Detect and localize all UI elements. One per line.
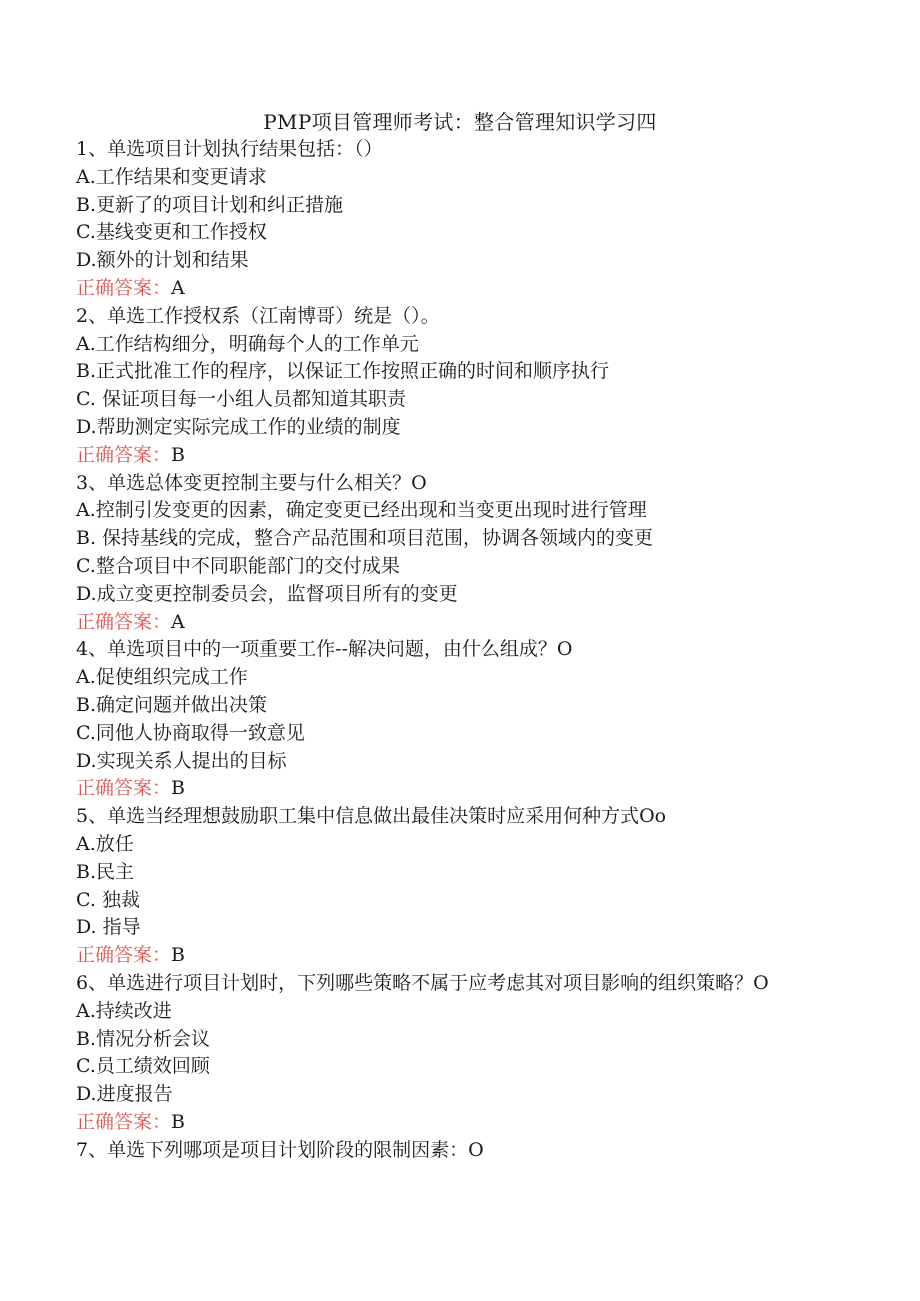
answer-option: D.进度报告 bbox=[76, 1083, 173, 1106]
correct-answer bbox=[76, 942, 816, 970]
answer-option: D. 指导 bbox=[76, 916, 141, 939]
answer-option: C. 保证项目每一小组人员都知道其职责 bbox=[76, 388, 406, 411]
answer-option: C.基线变更和工作授权 bbox=[76, 221, 267, 244]
question-stem: 7、单选下列哪项是项目计划阶段的限制因素：O bbox=[76, 1138, 484, 1161]
question-stem: 6、单选进行项目计划时，下列哪些策略不属于应考虑其对项目影响的组织策略？O bbox=[76, 971, 769, 994]
answer-option: A.工作结果和变更请求 bbox=[76, 165, 267, 188]
answer-option: C. 独裁 bbox=[76, 888, 140, 911]
answer-option: A.控制引发变更的因素，确定变更已经出现和当变更出现时进行管理 bbox=[76, 499, 647, 522]
question-stem: 4、单选项目中的一项重要工作--解决问题，由什么组成？O bbox=[76, 638, 573, 661]
answer-option: B.确定问题并做出决策 bbox=[76, 693, 268, 716]
correct-answer-value: B bbox=[171, 777, 185, 800]
question-block bbox=[76, 470, 816, 637]
answer-option: B.正式批准工作的程序，以保证工作按照正确的时间和顺序执行 bbox=[76, 360, 610, 383]
answer-option: B.更新了的项目计划和纠正措施 bbox=[76, 193, 344, 216]
question-block bbox=[76, 136, 816, 303]
answer-option: D.实现关系人提出的目标 bbox=[76, 749, 287, 772]
question-stem: 2、单选工作授权系（江南博哥）统是（）。 bbox=[76, 304, 440, 327]
correct-answer-label: 正确答案： bbox=[76, 944, 172, 967]
answer-option: D.成立变更控制委员会，监督项目所有的变更 bbox=[76, 582, 458, 605]
correct-answer bbox=[76, 775, 816, 803]
correct-answer-value: B bbox=[171, 944, 185, 967]
question-block bbox=[76, 1137, 816, 1165]
correct-answer bbox=[76, 275, 816, 303]
question-block bbox=[76, 303, 816, 470]
correct-answer-value: A bbox=[171, 276, 185, 299]
answer-option: A.促使组织完成工作 bbox=[76, 666, 248, 689]
answer-option: C.同他人协商取得一致意见 bbox=[76, 721, 305, 744]
question-list bbox=[76, 136, 816, 1164]
correct-answer-value: B bbox=[171, 443, 185, 466]
answer-option: B.民主 bbox=[76, 860, 135, 883]
document-title: PMP项目管理师考试：整合管理知识学习四 bbox=[263, 110, 657, 134]
answer-option: A.持续改进 bbox=[76, 999, 172, 1022]
correct-answer bbox=[76, 442, 816, 470]
correct-answer bbox=[76, 609, 816, 637]
correct-answer-label: 正确答案： bbox=[76, 443, 172, 466]
correct-answer-label: 正确答案： bbox=[76, 610, 172, 633]
correct-answer-label: 正确答案： bbox=[76, 1110, 172, 1133]
correct-answer-value: A bbox=[171, 610, 185, 633]
question-block bbox=[76, 636, 816, 803]
answer-option: A.放任 bbox=[76, 832, 134, 855]
question-stem: 1、单选项目计划执行结果包括：（） bbox=[76, 138, 383, 160]
question-block bbox=[76, 803, 816, 970]
question-stem: 3、单选总体变更控制主要与什么相关？O bbox=[76, 471, 427, 494]
correct-answer-label: 正确答案： bbox=[76, 276, 172, 299]
answer-option: B. 保持基线的完成，整合产品范围和项目范围，协调各领域内的变更 bbox=[76, 527, 654, 550]
answer-option: C.整合项目中不同职能部门的交付成果 bbox=[76, 554, 400, 577]
answer-option: D.帮助测定实际完成工作的业绩的制度 bbox=[76, 415, 401, 438]
answer-option: C.员工绩效回顾 bbox=[76, 1055, 210, 1078]
correct-answer bbox=[76, 1109, 816, 1137]
question-block bbox=[76, 970, 816, 1137]
answer-option: D.额外的计划和结果 bbox=[76, 249, 249, 272]
correct-answer-value: B bbox=[171, 1110, 185, 1133]
answer-option: A.工作结构细分，明确每个人的工作单元 bbox=[76, 332, 419, 355]
question-stem: 5、单选当经理想鼓励职工集中信息做出最佳决策时应采用何种方式Oo bbox=[76, 805, 667, 828]
correct-answer-label: 正确答案： bbox=[76, 777, 172, 800]
answer-option: B.情况分析会议 bbox=[76, 1027, 211, 1050]
